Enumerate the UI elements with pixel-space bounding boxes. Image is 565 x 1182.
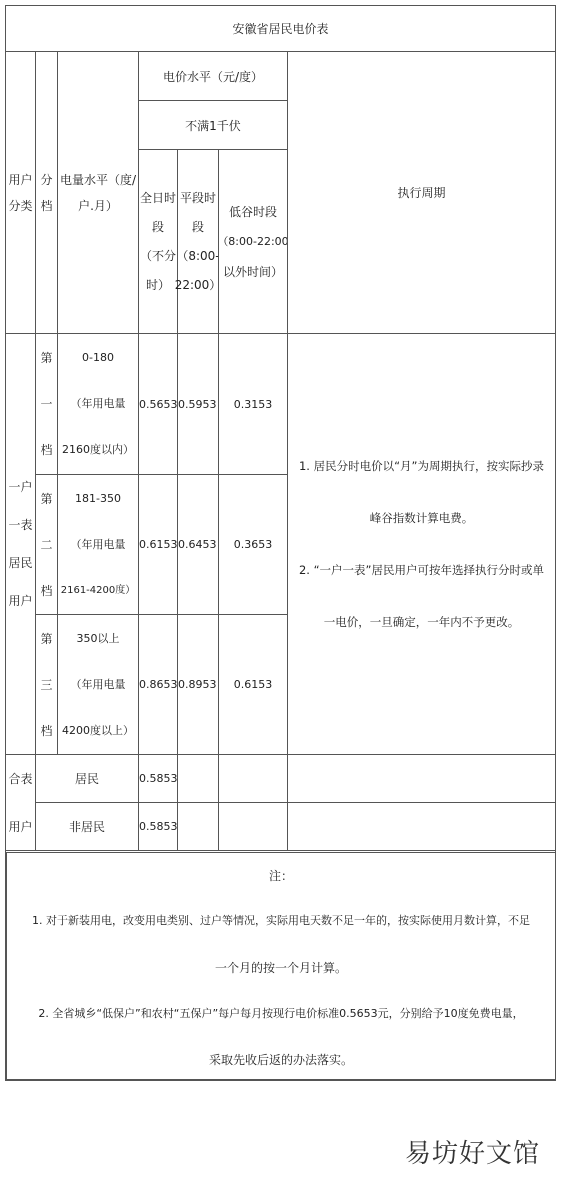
header-all-day xyxy=(138,149,178,334)
combined-row-2-flat xyxy=(177,802,219,851)
header-tier xyxy=(35,51,58,334)
tier-2-valley-price xyxy=(218,474,288,615)
tier-text: 档 xyxy=(40,583,53,598)
tier-3-all-day-price xyxy=(138,614,178,755)
cycle-text: 一电价，一旦确定，一年内不予更改。 xyxy=(323,615,520,629)
combined-row-1-label xyxy=(35,754,139,803)
tier-1-label xyxy=(35,333,58,475)
cycle-description xyxy=(287,333,556,755)
category-text: 合表 xyxy=(8,771,33,786)
header-text: （8:00- xyxy=(176,248,220,263)
tier-3-label xyxy=(35,614,58,755)
tier-text: 二 xyxy=(40,537,53,552)
price-text: 0.5953 xyxy=(178,397,217,411)
header-text: 段 xyxy=(191,219,204,234)
tier-text: 第 xyxy=(40,491,53,506)
note-line: 1. 对于新装用电，改变用电类别、过户等情况，实际用电天数不足一年的，按实际使用月数计算，不足 xyxy=(32,914,530,927)
header-text: （8:00-22:00 xyxy=(217,234,289,248)
header-text: 全日时 xyxy=(139,190,176,205)
tier-1-flat-price xyxy=(177,333,219,475)
notes-section xyxy=(6,852,556,1080)
header-text: 不满1千伏 xyxy=(185,118,241,133)
usage-text: 2161-4200度） xyxy=(60,584,136,596)
note-line: 采取先收后返的办法落实。 xyxy=(208,1053,353,1067)
header-text: 档 xyxy=(40,198,53,213)
combined-row-2-valley xyxy=(218,802,288,851)
tier-3-valley-price xyxy=(218,614,288,755)
price-text: 0.3153 xyxy=(233,397,273,411)
cycle-text: 峰谷指数计算电费。 xyxy=(369,511,474,525)
note-line: 一个月的按一个月计算。 xyxy=(214,961,347,975)
price-text: 0.5653 xyxy=(139,397,178,411)
price-text: 0.6153 xyxy=(233,678,273,691)
price-text: 0.8953 xyxy=(178,678,217,691)
header-valley-period xyxy=(218,149,288,334)
header-price-level xyxy=(138,51,288,101)
category-resident xyxy=(5,333,36,755)
tier-2-usage xyxy=(57,474,139,615)
price-text: 0.3653 xyxy=(233,538,273,551)
header-cycle xyxy=(287,51,556,334)
header-text: 段 xyxy=(151,219,164,234)
category-text: 用户 xyxy=(8,594,33,608)
usage-text: 181-350 xyxy=(75,491,121,505)
price-text: 0.8653 xyxy=(139,678,178,691)
header-text: 电价水平（元/度） xyxy=(162,69,264,84)
usage-text: 350以上 xyxy=(76,631,120,645)
price-text: 0.5853 xyxy=(139,820,178,833)
notes-heading: 注： xyxy=(268,869,293,883)
combined-row-1-price xyxy=(138,754,178,803)
usage-text: 4200度以上） xyxy=(62,723,134,737)
category-text: 用户 xyxy=(8,819,33,834)
combined-row-1-valley xyxy=(218,754,288,803)
tier-text: 档 xyxy=(40,443,53,457)
header-text: （不分 xyxy=(139,248,176,263)
tier-text: 三 xyxy=(40,677,53,692)
tier-1-valley-price xyxy=(218,333,288,475)
usage-text: 0-180 xyxy=(82,351,114,364)
usage-text: 2160度以内） xyxy=(62,443,134,456)
header-text: 分 xyxy=(40,172,53,187)
tier-2-label xyxy=(35,474,58,615)
header-text: 22:00） xyxy=(174,277,222,292)
tier-text: 一 xyxy=(40,397,53,411)
header-text: 执行周期 xyxy=(397,186,446,200)
usage-text: （年用电量 xyxy=(70,537,126,551)
tier-text: 第 xyxy=(40,351,53,365)
header-text: 低谷时段 xyxy=(228,204,277,219)
usage-text: （年用电量 xyxy=(70,397,126,410)
header-text: 平段时 xyxy=(179,190,216,205)
combined-row-2-cycle xyxy=(287,802,556,851)
header-flat-period xyxy=(174,149,222,334)
header-text: 时） xyxy=(145,277,170,292)
header-usage-level xyxy=(57,51,139,334)
tier-text: 档 xyxy=(40,723,53,738)
combined-row-1-cycle xyxy=(287,754,556,803)
category-combined xyxy=(5,754,36,851)
price-text: 0.6453 xyxy=(178,538,217,551)
header-text: 以外时间） xyxy=(222,264,283,279)
tier-2-all-day-price xyxy=(138,474,178,615)
watermark-text: 易坊好文馆 xyxy=(404,1139,540,1169)
note-line: 2. 全省城乡“低保户”和农村“五保户”每户每月按现行电价标准0.5653元，分别给予10度免费电量， xyxy=(38,1007,524,1020)
header-text: 用户 xyxy=(8,172,33,187)
header-voltage xyxy=(138,100,288,150)
tier-1-all-day-price xyxy=(138,333,178,475)
header-text: 户.月） xyxy=(78,198,118,213)
row-label: 非居民 xyxy=(68,820,105,834)
tier-text: 第 xyxy=(40,631,53,646)
price-text: 0.5853 xyxy=(139,772,178,785)
table-title-text: 安徽省居民电价表 xyxy=(232,22,329,36)
category-text: 一户 xyxy=(8,480,33,494)
combined-row-1-flat xyxy=(177,754,219,803)
row-label: 居民 xyxy=(74,772,99,786)
tier-2-flat-price xyxy=(177,474,219,615)
category-text: 居民 xyxy=(8,556,33,570)
usage-text: （年用电量 xyxy=(70,677,126,691)
tier-1-usage xyxy=(57,333,139,475)
cycle-text: 1. 居民分时电价以“月”为周期执行，按实际抄录 xyxy=(298,459,545,473)
category-text: 一表 xyxy=(8,518,33,532)
tier-3-usage xyxy=(57,614,139,755)
cycle-text: 2. “一户一表”居民用户可按年选择执行分时或单 xyxy=(298,563,545,577)
tier-3-flat-price xyxy=(177,614,219,755)
header-user-category xyxy=(5,51,36,334)
price-text: 0.6153 xyxy=(139,538,178,551)
table-title xyxy=(5,5,556,52)
combined-row-2-label xyxy=(35,802,139,851)
header-text: 电量水平（度/ xyxy=(59,172,137,187)
combined-row-2-price xyxy=(138,802,178,851)
header-text: 分类 xyxy=(8,198,33,213)
